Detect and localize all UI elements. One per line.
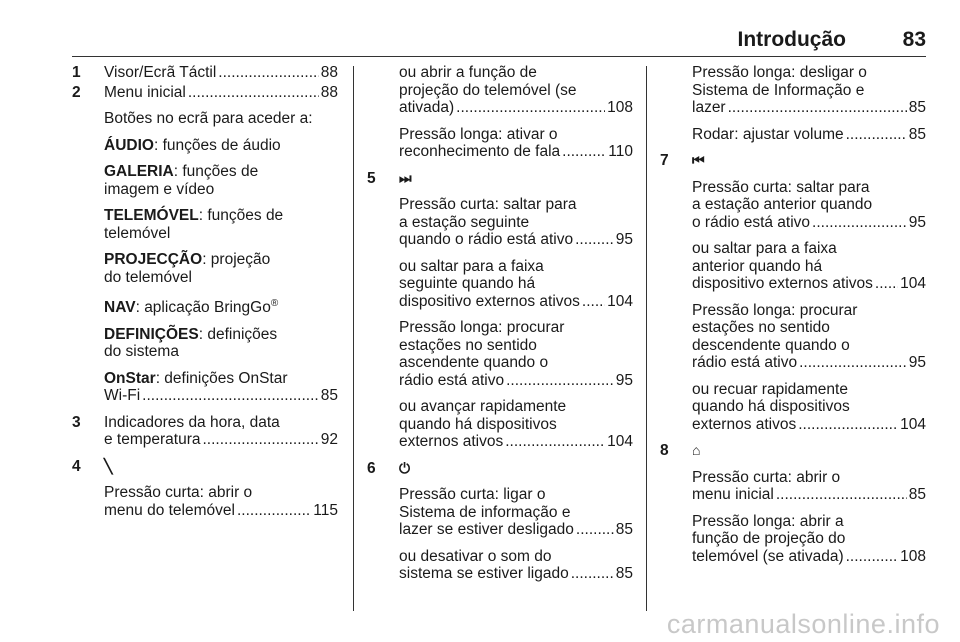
page-reference[interactable]: 110 — [608, 143, 633, 160]
page-reference[interactable]: 104 — [900, 415, 926, 433]
nav-entry — [104, 295, 338, 317]
item-text-cont: e temperatura — [104, 431, 201, 449]
dot-leader — [142, 387, 319, 405]
dot-leader — [798, 416, 898, 434]
dot-leader — [582, 293, 605, 311]
dot-leader — [575, 231, 614, 249]
text-line: Sistema de informação e — [399, 503, 571, 521]
text-line: rádio está ativo — [399, 371, 505, 389]
page-reference[interactable]: 104 — [607, 292, 633, 310]
dot-leader — [799, 354, 907, 372]
paragraph — [692, 126, 926, 144]
definition-cont: do sistema — [104, 343, 179, 361]
definition: : aplicação BringGo — [135, 299, 271, 317]
paragraph — [692, 513, 926, 566]
dot-leader — [237, 502, 311, 520]
page-reference[interactable]: 85 — [908, 125, 926, 143]
list-item-8 — [660, 442, 926, 565]
phone-icon: ╲ — [104, 457, 113, 474]
text-line: Pressão curta: saltar para — [399, 196, 577, 213]
definition-cont: telemóvel — [104, 224, 171, 242]
paragraph — [399, 319, 633, 389]
paragraph — [399, 398, 633, 451]
page-reference[interactable]: 95 — [615, 371, 633, 389]
page-title: Introdução — [737, 28, 846, 51]
page-reference[interactable]: 95 — [908, 354, 926, 371]
text-line: Pressão longa: desligar o — [692, 64, 867, 81]
list-item-2 — [72, 84, 338, 405]
item-number: 6 — [367, 459, 376, 477]
paragraph: Botões no ecrã para aceder a: — [104, 110, 313, 127]
term: ÁUDIO — [104, 136, 154, 154]
text-line: ascendente quando o — [399, 354, 549, 371]
dot-leader — [505, 433, 605, 451]
column-divider-2 — [646, 66, 647, 611]
registered-mark: ® — [270, 298, 279, 309]
list-item-6-cont — [660, 64, 926, 143]
column-divider-1 — [353, 66, 354, 611]
text-line: Sistema de Informação e — [692, 81, 865, 99]
definicoes-entry — [104, 326, 338, 361]
paragraph — [399, 196, 633, 249]
text-line: externos ativos — [692, 415, 797, 433]
list-item-5 — [367, 170, 633, 451]
text-line: sistema se estiver ligado — [399, 565, 569, 582]
column-3 — [660, 64, 926, 574]
dot-leader — [846, 126, 907, 144]
item-number: 1 — [72, 64, 81, 81]
page-header — [72, 20, 926, 56]
definition-cont: Wi-Fi — [104, 387, 141, 405]
text-line: estações no sentido — [692, 319, 830, 336]
paragraph — [399, 64, 633, 117]
home-icon: ⌂ — [692, 442, 701, 458]
text-line: ou saltar para a faixa — [692, 240, 837, 257]
page-reference[interactable]: 85 — [320, 387, 338, 405]
page-reference[interactable]: 88 — [320, 83, 338, 101]
paragraph — [399, 486, 633, 539]
item-text: Visor/Ecrã Táctil — [104, 64, 217, 81]
text-line: rádio está ativo — [692, 354, 798, 371]
page-reference[interactable]: 108 — [900, 547, 926, 565]
text-line: ativada) — [399, 99, 455, 116]
dot-leader — [875, 275, 898, 293]
page-reference[interactable]: 85 — [615, 521, 633, 538]
dot-leader — [506, 372, 614, 390]
list-item-3 — [72, 414, 338, 449]
definition-cont: imagem e vídeo — [104, 180, 215, 198]
text-line: projeção do telemóvel (se — [399, 81, 577, 99]
definition: : definições — [198, 325, 278, 343]
term: TELEMÓVEL — [104, 207, 199, 224]
paragraph — [692, 381, 926, 434]
definition: : projeção — [202, 251, 271, 268]
text-line: ou avançar rapidamente — [399, 398, 567, 415]
text-line: ou abrir a função de — [399, 64, 537, 81]
paragraph — [399, 548, 633, 583]
definition: : funções de — [198, 207, 284, 224]
item-text-cont: menu do telemóvel — [104, 501, 235, 519]
page-reference[interactable]: 95 — [908, 213, 926, 231]
projeccao-entry — [104, 251, 338, 286]
watermark: carmanualsonline.info — [666, 609, 940, 639]
text-line: ou recuar rapidamente — [692, 380, 848, 398]
text-line: estações no sentido — [399, 336, 537, 354]
text-line: Pressão longa: procurar — [399, 319, 565, 336]
paragraph — [399, 126, 633, 161]
page-reference[interactable]: 88 — [320, 64, 338, 81]
text-line: quando há dispositivos — [692, 398, 850, 415]
text-line: anterior quando há — [692, 257, 823, 275]
page-reference[interactable]: 95 — [615, 231, 633, 248]
page-reference[interactable]: 104 — [900, 275, 926, 292]
text-line: menu inicial — [692, 486, 774, 503]
list-item-7 — [660, 152, 926, 433]
page-reference[interactable]: 108 — [607, 99, 633, 116]
list-item-6 — [367, 460, 633, 583]
term: OnStar — [104, 369, 156, 387]
page-number: 83 — [902, 28, 926, 51]
paragraph — [692, 179, 926, 232]
text-line: telemóvel (se ativada) — [692, 547, 844, 565]
dot-leader — [812, 214, 907, 232]
list-item-1 — [72, 64, 338, 82]
text-line: dispositivo externos ativos — [399, 292, 580, 310]
text-line: lazer se estiver desligado — [399, 521, 574, 538]
item-text: Indicadores da hora, data — [104, 413, 280, 431]
definition: : funções de áudio — [153, 136, 281, 154]
term: PROJECÇÃO — [104, 251, 203, 268]
telemovel-entry — [104, 207, 338, 242]
text-line: reconhecimento de fala — [399, 143, 561, 160]
onstar-entry — [104, 370, 338, 405]
text-line: ou desativar o som do — [399, 547, 552, 565]
dot-leader — [218, 64, 318, 82]
paragraph — [692, 302, 926, 372]
page-reference[interactable]: 85 — [908, 486, 926, 503]
text-line: Rodar: ajustar volume — [692, 125, 844, 143]
item-text: Menu inicial — [104, 83, 186, 101]
item-number: 7 — [660, 152, 669, 169]
paragraph — [692, 240, 926, 293]
audio-entry — [104, 137, 338, 155]
header-divider — [72, 56, 926, 57]
column-2 — [367, 64, 633, 592]
text-line: lazer — [692, 99, 726, 116]
text-line: função de projeção do — [692, 530, 846, 547]
text-line: Pressão longa: ativar o — [399, 125, 558, 143]
list-item-4 — [72, 458, 338, 520]
page-reference[interactable]: 85 — [908, 99, 926, 116]
dot-leader — [728, 99, 907, 117]
paragraph — [692, 64, 926, 117]
text-line: Pressão curta: ligar o — [399, 486, 546, 503]
dot-leader — [562, 143, 606, 161]
text-line: Pressão curta: saltar para — [692, 178, 870, 196]
text-line: a estação anterior quando — [692, 196, 873, 213]
item-number: 4 — [72, 457, 81, 475]
text-line: quando o rádio está ativo — [399, 231, 574, 248]
page-reference[interactable]: 115 — [313, 501, 338, 519]
text-line: externos ativos — [399, 433, 504, 450]
term: NAV — [104, 299, 136, 317]
page-reference[interactable]: 85 — [615, 565, 633, 582]
paragraph — [399, 258, 633, 311]
item-number: 3 — [72, 413, 81, 431]
dot-leader — [188, 84, 319, 102]
item-number: 8 — [660, 442, 669, 459]
paragraph — [692, 469, 926, 504]
definition: : definições OnStar — [155, 369, 288, 387]
text-line: quando há dispositivos — [399, 415, 557, 433]
dot-leader — [846, 548, 899, 566]
term: GALERIA — [104, 163, 174, 180]
text-line: descendente quando o — [692, 336, 850, 354]
power-icon: ⏻ — [399, 459, 411, 476]
term: DEFINIÇÕES — [104, 325, 199, 343]
text-line: dispositivo externos ativos — [692, 275, 873, 292]
list-item-4-cont — [367, 64, 633, 161]
dot-leader — [203, 431, 319, 449]
text-line: seguinte quando há — [399, 275, 536, 292]
column-1 — [72, 64, 338, 527]
item-number: 5 — [367, 169, 376, 187]
text-line: Pressão longa: procurar — [692, 301, 858, 319]
page-reference[interactable]: 104 — [607, 433, 633, 450]
text-line: Pressão curta: abrir o — [692, 468, 841, 486]
next-track-icon: ⏭ — [399, 169, 412, 186]
text-line: o rádio está ativo — [692, 213, 811, 231]
definition-cont: do telemóvel — [104, 268, 192, 286]
text-line: Pressão longa: abrir a — [692, 512, 844, 530]
item-text: Pressão curta: abrir o — [104, 484, 253, 502]
galeria-entry — [104, 163, 338, 198]
dot-leader — [571, 565, 614, 583]
page-reference[interactable]: 92 — [320, 431, 338, 449]
text-line: ou saltar para a faixa — [399, 257, 544, 275]
dot-leader — [776, 486, 907, 504]
previous-track-icon: ⏮ — [692, 152, 705, 168]
dot-leader — [456, 99, 605, 117]
text-line: a estação seguinte — [399, 213, 530, 231]
dot-leader — [576, 521, 614, 539]
item-number: 2 — [72, 83, 81, 101]
definition: : funções de — [173, 163, 259, 180]
